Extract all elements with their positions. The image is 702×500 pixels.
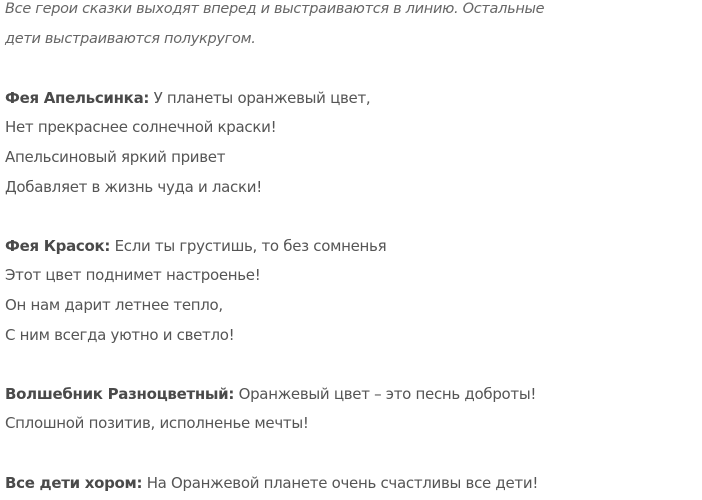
verse-text: Если ты грустишь, то без сомненья: [114, 236, 387, 255]
stage-direction-line: дети выстраиваются полукругом.: [5, 30, 256, 47]
speaker-name: Фея Апельсинка:: [5, 88, 150, 107]
speaker-name: Все дети хором:: [5, 473, 143, 492]
verse-text: У планеты оранжевый цвет,: [153, 88, 371, 107]
stanza-all-children: [5, 469, 695, 499]
stanza-fairy-orange: [5, 84, 695, 202]
dialogue-line: [5, 232, 695, 262]
verse-line: Этот цвет поднимет настроенье!: [5, 266, 261, 285]
stanza-gap: [5, 350, 695, 380]
speaker-name: Волшебник Разноцветный:: [5, 384, 235, 403]
stanza-fairy-colors: [5, 232, 695, 350]
verse-line: Он нам дарит летнее тепло,: [5, 295, 223, 314]
verse-text: На Оранжевой планете очень счастливы все дети!: [146, 473, 539, 492]
stanza-gap: [5, 202, 695, 232]
verse-line: Сплошной позитив, исполненье мечты!: [5, 414, 309, 433]
stanza-wizard: [5, 380, 695, 439]
dialogue-line: [5, 469, 695, 499]
verse-line: Нет прекраснее солнечной краски!: [5, 118, 277, 137]
dialogue-line: [5, 84, 695, 114]
verse-line: С ним всегда уютно и светло!: [5, 325, 235, 344]
verse-line: Добавляет в жизнь чуда и ласки!: [5, 177, 262, 196]
verse-line: Апельсиновый яркий привет: [5, 147, 226, 166]
speaker-name: Фея Красок:: [5, 236, 111, 255]
stanza-gap: [5, 54, 695, 84]
verse-text: Оранжевый цвет – это песнь доброты!: [238, 384, 537, 403]
dialogue-line: [5, 380, 695, 410]
stage-direction-line: Все герои сказки выходят вперед и выстраиваются в линию. Остальные: [5, 1, 545, 17]
stanza-gap: [5, 439, 695, 469]
